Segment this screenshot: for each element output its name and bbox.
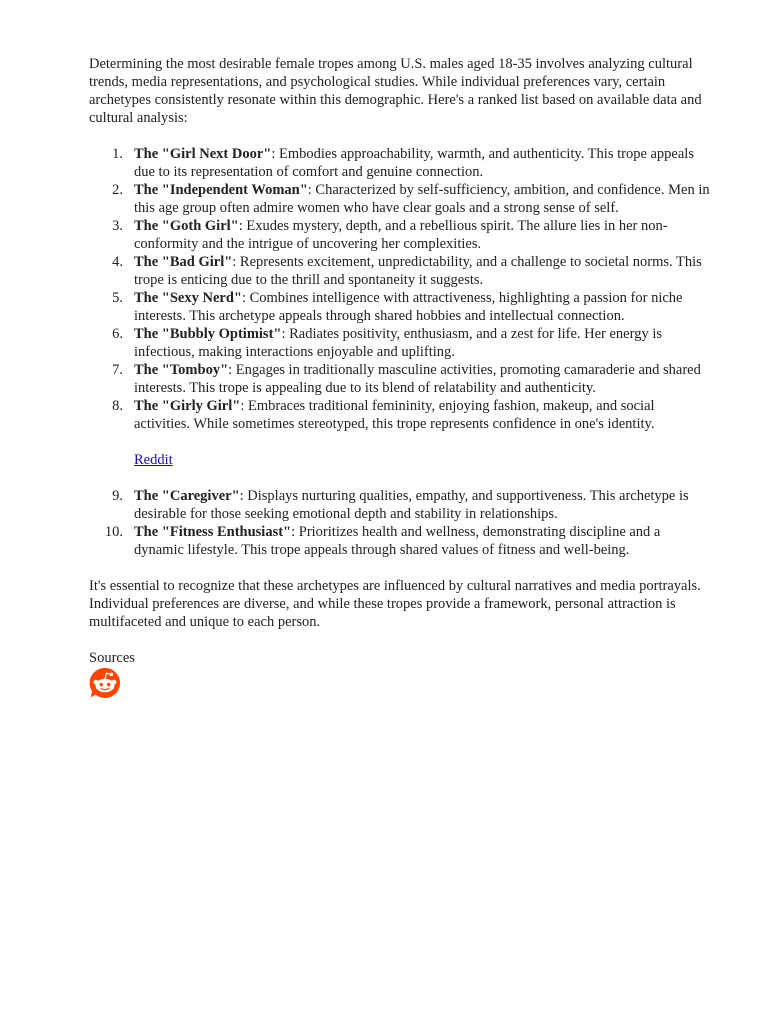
list-item-text: : Characterized by self-sufficiency, ambition, and confidence. Men in this age group often admire women who have clear goals and a strong sense of self. — [134, 182, 710, 216]
list-item-title: The "Fitness Enthusiast" — [134, 524, 292, 540]
list-item — [89, 145, 712, 181]
list-item-text: : Combines intelligence with attractiveness, highlighting a passion for niche interests. This archetype appeals through shared hobbies and intellectual connection. — [134, 290, 683, 324]
list-number: 3. — [112, 218, 123, 234]
list-number: 1. — [112, 146, 123, 162]
list-item-title: The "Bad Girl" — [134, 254, 233, 270]
list-item — [89, 181, 712, 217]
outro-paragraph: It's essential to recognize that these archetypes are influenced by cultural narratives and media portrayals. Individual preferences are diverse, and while these tropes provide a framework, personal attraction is multifaceted and unique to each person. — [89, 578, 701, 630]
list-number: 8. — [112, 398, 123, 414]
list-number: 9. — [112, 488, 123, 504]
list-item-title: The "Caregiver" — [134, 488, 240, 504]
list-item — [89, 253, 712, 289]
list-number: 7. — [112, 362, 123, 378]
list-item — [89, 397, 712, 433]
list-item-text: : Radiates positivity, enthusiasm, and a zest for life. Her energy is infectious, making interactions enjoyable and uplifting. — [134, 326, 662, 360]
list-item-text: : Exudes mystery, depth, and a rebellious spirit. The allure lies in her non-conformity and the intrigue of uncovering her complexities. — [134, 218, 668, 252]
intro-paragraph: Determining the most desirable female tropes among U.S. males aged 18-35 involves analyzing cultural trends, media representations, and psychological studies. While individual preferences vary, certain archetypes consistently resonate within this demographic. Here's a ranked list based on available data and cultural analysis: — [89, 56, 702, 126]
list-item — [89, 523, 712, 559]
list-number: 4. — [112, 254, 123, 270]
list-item-title: The "Tomboy" — [134, 362, 229, 378]
list-item-text: : Embraces traditional femininity, enjoying fashion, makeup, and social activities. While sometimes stereotyped, this trope represents confidence in one's identity. — [134, 398, 655, 432]
reddit-link[interactable]: Reddit — [134, 452, 173, 468]
list-number: 6. — [112, 326, 123, 342]
list-item-title: The "Sexy Nerd" — [134, 290, 242, 306]
list-item-title: The "Girl Next Door" — [134, 146, 272, 162]
list-number: 10. — [104, 524, 123, 540]
list-item — [89, 361, 712, 397]
list-item-text: : Prioritizes health and wellness, demonstrating discipline and a dynamic lifestyle. This trope appeals through shared values of fitness and well-being. — [134, 524, 661, 558]
sources-label: Sources — [89, 650, 135, 666]
list-item-title: The "Independent Woman" — [134, 182, 308, 198]
list-item — [89, 217, 712, 253]
list-item-title: The "Girly Girl" — [134, 398, 241, 414]
list-number: 2. — [112, 182, 123, 198]
reddit-icon[interactable] — [89, 667, 121, 699]
source-link-row — [89, 451, 712, 469]
list-item — [89, 487, 712, 523]
list-item-title: The "Bubbly Optimist" — [134, 326, 282, 342]
list-item-text: : Engages in traditionally masculine activities, promoting camaraderie and shared interests. This trope is appealing due to its blend of relatability and authenticity. — [134, 362, 701, 396]
list-item-text: : Displays nurturing qualities, empathy, and supportiveness. This archetype is desirable for those seeking emotional depth and stability in relationships. — [134, 488, 689, 522]
list-item-text: : Represents excitement, unpredictability, and a challenge to societal norms. This trope is enticing due to the thrill and spontaneity it suggests. — [134, 254, 702, 288]
list-item — [89, 289, 712, 325]
list-item — [89, 325, 712, 361]
list-number: 5. — [112, 290, 123, 306]
list-item-text: : Embodies approachability, warmth, and authenticity. This trope appeals due to its representation of comfort and genuine connection. — [134, 146, 694, 180]
trope-list-part1 — [89, 145, 712, 433]
trope-list-part2 — [89, 487, 712, 559]
list-item-title: The "Goth Girl" — [134, 218, 239, 234]
